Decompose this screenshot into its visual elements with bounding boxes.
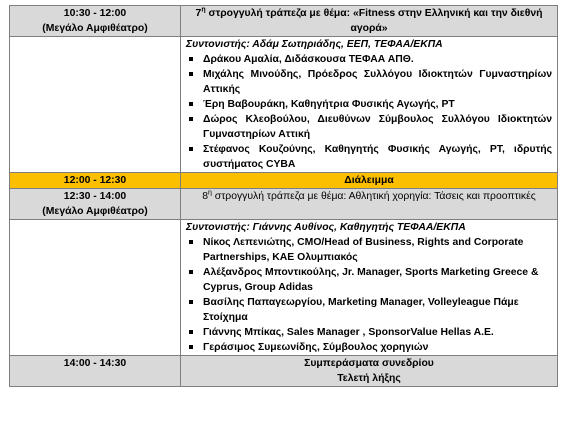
session-8-time-cell xyxy=(10,189,181,220)
bullet-icon xyxy=(189,345,193,349)
break-row xyxy=(10,173,558,189)
list-item: Γεράσιμος Συμεωνίδης, Σύμβουλος χορηγιών xyxy=(186,340,552,355)
session-7-details xyxy=(181,37,558,173)
closing-text xyxy=(181,356,558,387)
session-8-title: $8^\eta$ στρογγυλή τράπεζα με θέμα: Αθλητική χορηγία: Τάσεις και προοπτικές xyxy=(181,189,558,220)
list-item: Νίκος Λεπενιώτης, CMO/Head of Business, Rights and Corporate Partnerships, ΚΑΕ Ολυμπιακός xyxy=(186,235,552,265)
session-8-time: 12:30 - 14:00 xyxy=(63,191,127,202)
bullet-icon xyxy=(189,300,193,304)
programme-table xyxy=(9,5,558,387)
list-item: Δράκου Αμαλία, Διδάσκουσα ΤΕΦΑΑ ΑΠΘ. xyxy=(186,52,552,67)
session-7-panelists xyxy=(186,52,552,172)
closing-line-2: Τελετή λήξης xyxy=(337,373,401,384)
list-item: Αλέξανδρος Μποντικούλης, Jr. Manager, Sports Marketing Greece & Cyprus, Group Adidas xyxy=(186,265,552,295)
session-7-title: $7^\eta$ στρογγυλή τράπεζα με θέμα: «Fitness στην Ελληνική και την διεθνή αγορά» xyxy=(181,6,558,37)
break-time: 12:00 - 12:30 xyxy=(10,173,181,189)
bullet-icon xyxy=(189,57,193,61)
closing-line-1: Συμπεράσματα συνεδρίου xyxy=(304,358,434,369)
list-item: Δώρος Κλεοβούλου, Διευθύνων Σύμβουλος Συλλόγου Ιδιοκτητών Γυμναστηρίων Αττική xyxy=(186,112,552,142)
session-8-panelists xyxy=(186,235,552,355)
list-item: Βασίλης Παπαγεωργίου, Marketing Manager, Volleyleague Πάμε Στοίχημα xyxy=(186,295,552,325)
list-item: Στέφανος Κουζούνης, Καθηγητής Φυσικής Αγωγής, PT, ιδρυτής συστήματος CYBA xyxy=(186,142,552,172)
session-8-venue: (Μεγάλο Αμφιθέατρο) xyxy=(42,206,148,217)
bullet-icon xyxy=(189,72,193,76)
session-7-moderator: Συντονιστής: Αδάμ Σωτηριάδης, ΕΕΠ, ΤΕΦΑΑ/ΕΚΠΑ xyxy=(186,39,443,50)
list-item: Μιχάλης Μινούδης, Πρόεδρος Συλλόγου Ιδιοκτητών Γυμναστηρίων Αττικής xyxy=(186,67,552,97)
bullet-icon xyxy=(189,102,193,106)
session-7-header-row xyxy=(10,6,558,37)
session-8-details xyxy=(181,220,558,356)
session-7-details-row xyxy=(10,37,558,173)
bullet-icon xyxy=(189,117,193,121)
session-8-header-row xyxy=(10,189,558,220)
closing-time: 14:00 - 14:30 xyxy=(10,356,181,387)
list-item: Έρη Βαβουράκη, Καθηγήτρια Φυσικής Αγωγής, PT xyxy=(186,97,552,112)
bullet-icon xyxy=(189,240,193,244)
session-7-empty-cell xyxy=(10,37,181,173)
session-8-empty-cell xyxy=(10,220,181,356)
break-label: Διάλειμμα xyxy=(181,173,558,189)
session-7-time: 10:30 - 12:00 xyxy=(63,8,127,19)
bullet-icon xyxy=(189,270,193,274)
bullet-icon xyxy=(189,330,193,334)
bullet-icon xyxy=(189,147,193,151)
list-item: Γιάννης Μπίκας, Sales Manager , SponsorValue Hellas A.E. xyxy=(186,325,552,340)
session-8-moderator: Συντονιστής: Γιάννης Αυθίνος, Καθηγητής ΤΕΦΑΑ/ΕΚΠΑ xyxy=(186,222,466,233)
session-8-details-row xyxy=(10,220,558,356)
session-7-venue: (Μεγάλο Αμφιθέατρο) xyxy=(42,23,148,34)
closing-row xyxy=(10,356,558,387)
session-7-time-cell xyxy=(10,6,181,37)
